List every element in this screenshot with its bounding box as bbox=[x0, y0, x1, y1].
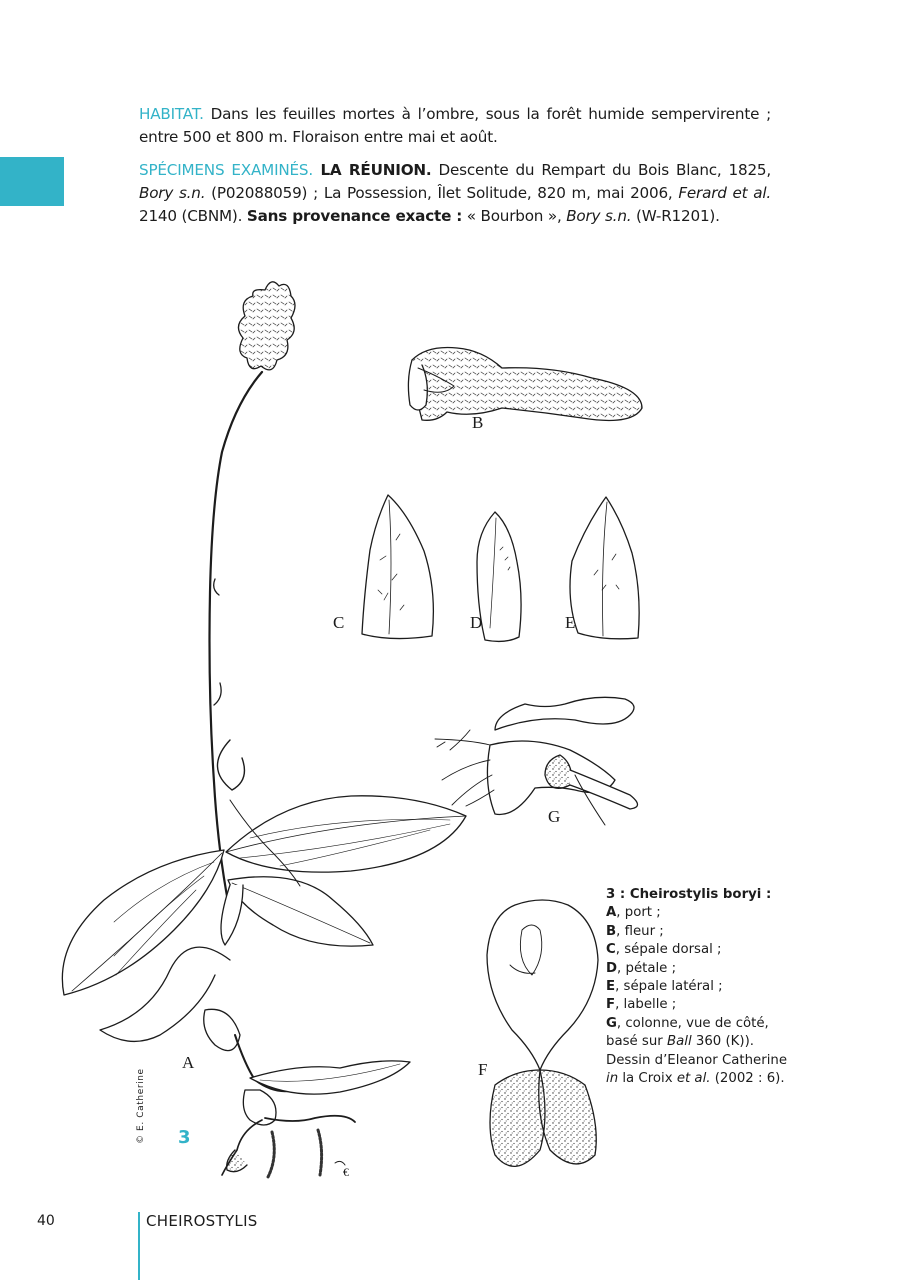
petal-drawing bbox=[477, 512, 521, 641]
caption-text-f: , labelle ; bbox=[615, 997, 677, 1013]
panel-label-d: D bbox=[470, 613, 483, 632]
specimens-text-4: « Bourbon », bbox=[462, 207, 567, 225]
caption-key-e: E bbox=[606, 979, 616, 995]
plate-number: 3 bbox=[178, 1127, 191, 1148]
specimens-text-5: (W-R1201). bbox=[631, 207, 720, 225]
panel-label-a: A bbox=[182, 1053, 195, 1072]
dorsal-sepal-drawing bbox=[362, 495, 433, 639]
caption-species: Cheirostylis boryi : bbox=[629, 887, 772, 902]
panel-label-g: G bbox=[548, 807, 561, 826]
specimens-text-3: 2140 (CBNM). bbox=[139, 207, 247, 225]
caption-key-a: A bbox=[606, 905, 617, 921]
caption-text-c: , sépale dorsal ; bbox=[615, 942, 722, 958]
footer-divider bbox=[138, 1212, 140, 1280]
plant-habit-drawing bbox=[62, 282, 466, 1177]
caption-source-in: in bbox=[606, 1071, 619, 1087]
habitat-text: Dans les feuilles mortes à l’ombre, sous la forêt humide sempervirente ; entre 500 et 800 m. Floraison entre mai et août. bbox=[139, 105, 771, 146]
caption-basis-pre: basé sur bbox=[606, 1034, 667, 1050]
panel-label-c: C bbox=[333, 613, 345, 632]
specimens-region: LA RÉUNION. bbox=[312, 161, 432, 179]
running-title: CHEIROSTYLIS bbox=[146, 1212, 258, 1230]
caption-key-b: B bbox=[606, 923, 617, 939]
caption-text-g: , colonne, vue de côté, bbox=[616, 1015, 769, 1031]
specimens-text-1: Descente du Rempart du Bois Blanc, 1825, bbox=[431, 161, 772, 179]
specimens-collector-3: Bory s.n. bbox=[566, 207, 632, 225]
specimens-label: SPÉCIMENS EXAMINÉS. bbox=[139, 161, 313, 179]
caption-basis-collector: Ball bbox=[666, 1034, 692, 1050]
labellum-drawing bbox=[487, 900, 598, 1166]
caption-key-c: C bbox=[606, 942, 616, 958]
caption-basis-post: 360 (K)). bbox=[691, 1034, 754, 1050]
caption-key-f: F bbox=[606, 997, 616, 1013]
caption-text-b: , fleur ; bbox=[616, 923, 664, 939]
panel-label-e: E bbox=[565, 613, 576, 632]
caption-number: 3 : bbox=[606, 887, 630, 902]
column-drawing bbox=[435, 697, 638, 825]
caption-artist-line: Dessin d’Eleanor Catherine bbox=[606, 1052, 787, 1068]
caption-basis-line bbox=[606, 1033, 806, 1051]
figure-caption bbox=[606, 886, 806, 1088]
flower-drawing bbox=[408, 348, 642, 421]
page-number: 40 bbox=[37, 1213, 55, 1229]
caption-source-author: la Croix bbox=[618, 1071, 677, 1087]
lateral-sepal-drawing bbox=[570, 497, 639, 639]
caption-text-d: , pétale ; bbox=[617, 960, 677, 976]
panel-label-b: B bbox=[472, 413, 484, 432]
caption-text-e: , sépale latéral ; bbox=[615, 979, 723, 995]
artist-signature: € bbox=[343, 1165, 349, 1179]
habitat-label: HABITAT. bbox=[139, 105, 204, 123]
caption-source-year: (2002 : 6). bbox=[710, 1071, 785, 1087]
caption-key-g: G bbox=[606, 1015, 617, 1031]
specimens-text-2: (P02088059) ; La Possession, Îlet Solitude, 820 m, mai 2006, bbox=[205, 184, 679, 202]
specimens-collector-2: Ferard et al. bbox=[678, 184, 771, 202]
caption-source-etal: et al. bbox=[676, 1071, 711, 1087]
illustration-credit: © E. Catherine bbox=[136, 1068, 146, 1144]
caption-key-d: D bbox=[606, 960, 618, 976]
panel-label-f: F bbox=[478, 1060, 488, 1079]
caption-source-line bbox=[606, 1070, 806, 1088]
specimens-collector-1: Bory s.n. bbox=[139, 184, 206, 202]
caption-text-a: , port ; bbox=[616, 905, 661, 921]
specimens-unknown-label: Sans provenance exacte : bbox=[246, 207, 463, 225]
